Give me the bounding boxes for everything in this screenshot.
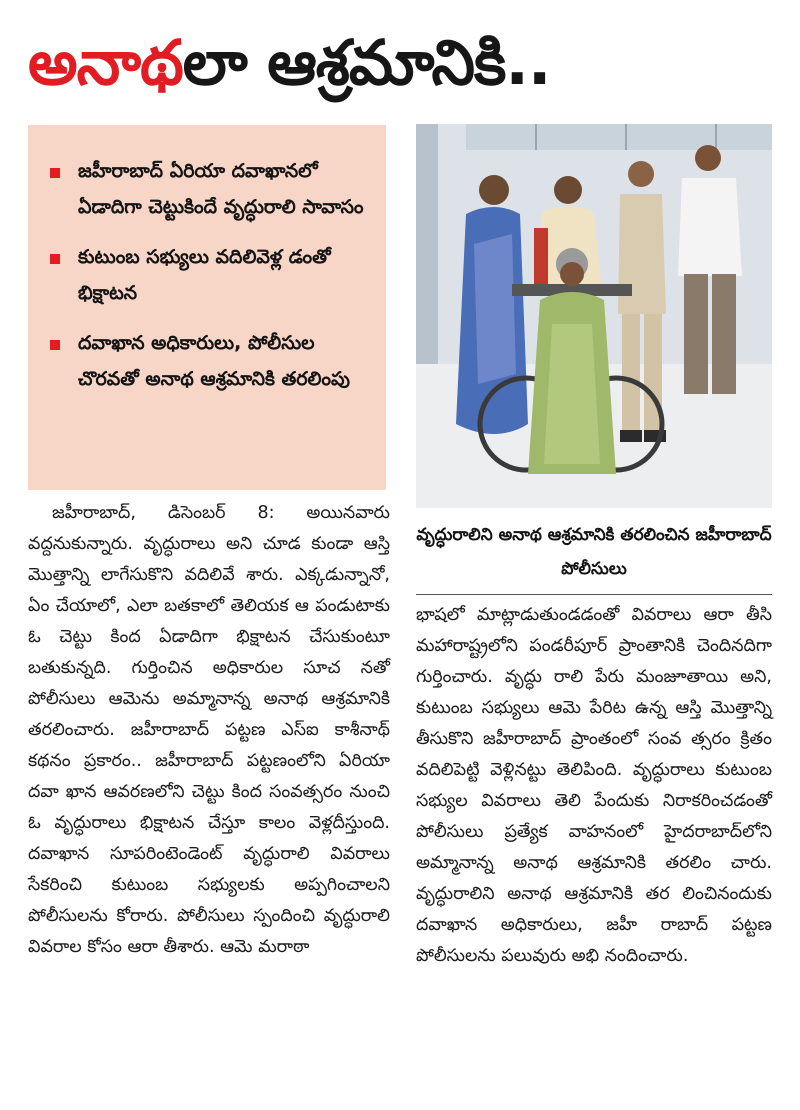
article-text: జహీరాబాద్, డిసెంబర్ 8: అయినవారు వద్దనుకున్నారు. వృద్ధురాలు అని చూడ కుండా ఆస్తి మొత్తాన్ని లాగేసుకొని వదిలివే శారు. ఎక్కడున్నానో, ఏం చేయాలో, ఎలా బతకాలో తెలియక ఆ పండుటాకు ఓ చెట్టు కింద ఏడాదిగా భిక్షాటన చేసుకుంటూ బతుకున్నది. గుర్తించిన అధికారుల సూచ నతో పోలీసులు ఆమెను అమ్మానాన్న అనాథ ఆశ్రమానికి తరలించారు. జహీరాబాద్ పట్టణ ఎస్ఐ కాశీనాథ్ కథనం ప్రకారం.. జహీరాబాద్ పట్టణంలోని ఏరియా దవా ఖాన ఆవరణలోని చెట్టు కింద సంవత్సరం నుంచి ఓ వృద్ధురాలు భిక్షాటన చేస్తూ కాలం వెళ్లదీస్తుంది. దవాఖాన సూపరింటెండెంట్ వృద్ధురాలి వివరాలు సేకరించి కుటుంబ సభ్యులకు అప్పగించాలని పోలీసులను కోరారు. పోలీసులు స్పందించి వృద్ధురాలి వివరాల కోసం ఆరా తీశారు. ఆమె మరాఠా	[28, 503, 390, 957]
headline-rest: లా ఆశ్రమానికి..	[182, 26, 551, 99]
bullet-square-icon	[50, 254, 60, 264]
highlight-item	[50, 153, 368, 225]
highlights-box	[28, 125, 386, 490]
article-column-right	[416, 600, 772, 972]
article-text: భాషలో మాట్లాడుతుండడంతో వివరాలు ఆరా తీసి మహారాష్ట్రలోని పండరీపూర్ ప్రాంతానికి చెందినదిగా గుర్తించారు. వృద్ధు రాలి పేరు మంజూతాయి అని, కుటుంబ సభ్యులు ఆమె పేరిట ఉన్న ఆస్తి మొత్తాన్ని తీసుకొని జహీరాబాద్ ప్రాంతంలో సంవ త్సరం క్రితం వదిలిపెట్టి వెళ్లినట్టు తెలిపింది. వృద్ధురాలు కుటుంబ సభ్యుల వివరాలు తెలి పేందుకు నిరాకరించడంతో పోలీసులు ప్రత్యేక వాహనంలో హైదరాబాద్‌లోని అమ్మానాన్న అనాథ ఆశ్రమానికి తరలిం చారు. వృద్ధురాలిని అనాథ ఆశ్రమానికి తర లించినందుకు దవాఖాన అధికారులు, జహీ రాబాద్ పట్టణ పోలీసులను పలువురు అభి నందించారు.	[416, 605, 772, 966]
news-photo	[416, 124, 772, 508]
bullet-square-icon	[50, 340, 60, 350]
highlight-text: జహీరాబాద్ ఏరియా దవాఖానలో ఏడాదిగా చెట్టుకిందే వృద్ధురాలి సావాసం	[78, 160, 364, 218]
highlight-text: దవాఖాన అధికారులు, పోలీసుల చొరవతో అనాథ ఆశ్రమానికి తరలింపు	[78, 332, 350, 390]
highlight-item	[50, 325, 368, 397]
caption-divider	[416, 594, 772, 595]
bullet-square-icon	[50, 168, 60, 178]
photo-illustration	[416, 124, 772, 508]
photo-caption: వృద్ధురాలిని అనాథ ఆశ్రమానికి తరలించిన జహీరాబాద్ పోలీసులు	[416, 525, 772, 579]
article-column-left	[28, 498, 390, 963]
highlight-text: కుటుంబ సభ్యులు వదిలివెళ్ల డంతో భిక్షాటన	[78, 246, 331, 304]
headline	[28, 18, 788, 108]
headline-accent: అనాథ	[28, 26, 183, 99]
highlight-item	[50, 239, 368, 311]
